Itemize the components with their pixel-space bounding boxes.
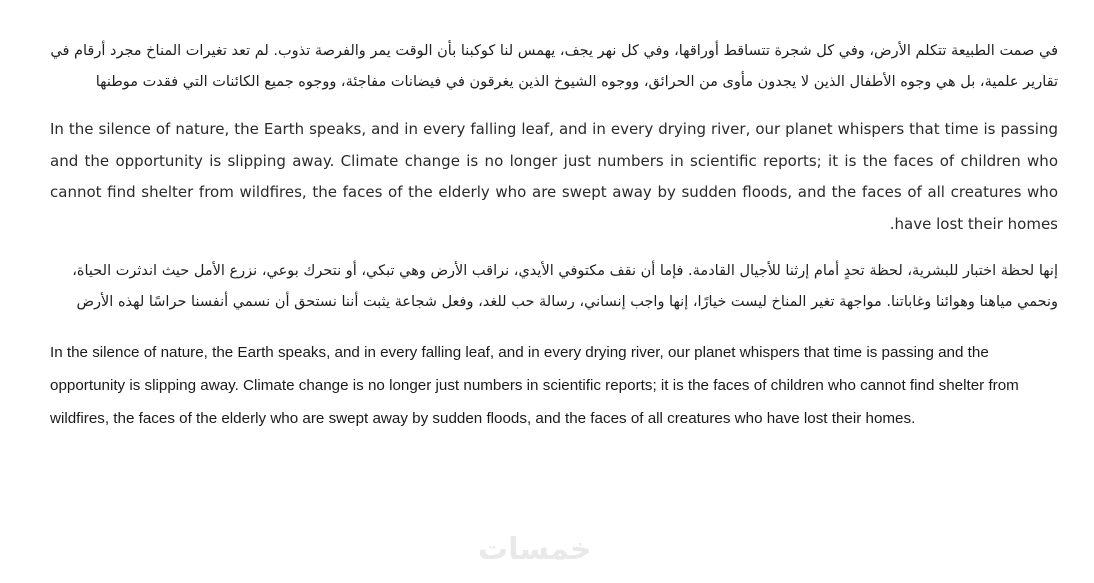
paragraph-english-1: In the silence of nature, the Earth speaks, and in every falling leaf, and in every drying river, our planet whispers that time is passing and the opportunity is slipping away. Climate change is no longer just numbers in scientific reports; it is the faces of children who cannot find shelter from wildfires, the faces of the elderly who are swept away by sudden floods, and the faces of all creatures who have lost their homes.	[50, 120, 1058, 233]
paragraph-arabic-1: في صمت الطبيعة تتكلم الأرض، وفي كل شجرة تتساقط أوراقها، وفي كل نهر يجف، يهمس لنا كوكبنا بأن الوقت يمر والفرصة تذوب. لم تعد تغيرات المناخ مجرد أرقام في تقارير علمية، بل هي وجوه الأطفال الذين لا يجدون مأوى من الحرائق، ووجوه الشيوخ الذين يغرقون في فيضانات مفاجئة، ووجوه جميع الكائنات التي فقدت موطنها	[50, 43, 1058, 90]
watermark-logo: خمسات	[478, 532, 592, 567]
paragraph-arabic-2: إنها لحظة اختبار للبشرية، لحظة تحدٍ أمام إرثنا للأجيال القادمة. فإما أن نقف مكتوفي الأيدي، نراقب الأرض وهي تبكي، أو نتحرك بوعي، نزرع الأمل حيث اندثرت الحياة، ونحمي مياهنا وهوائنا وغاباتنا. مواجهة تغير المناخ ليست خيارًا، إنها واجب إنساني، رسالة حب للغد، وفعل شجاعة يثبت أننا نستحق أن نسمي أنفسنا حراسًا لهذه الأرض	[72, 263, 1058, 310]
paragraph-english-2: In the silence of nature, the Earth speaks, and in every falling leaf, and in every drying river, our planet whispers that time is passing and the opportunity is slipping away. Climate change is no longer just numbers in scientific reports; it is the faces of children who cannot find shelter from wildfires, the faces of the elderly who are swept away by sudden floods, and the faces of all creatures who have lost their homes.	[50, 344, 1019, 427]
document-body	[50, 36, 1058, 435]
